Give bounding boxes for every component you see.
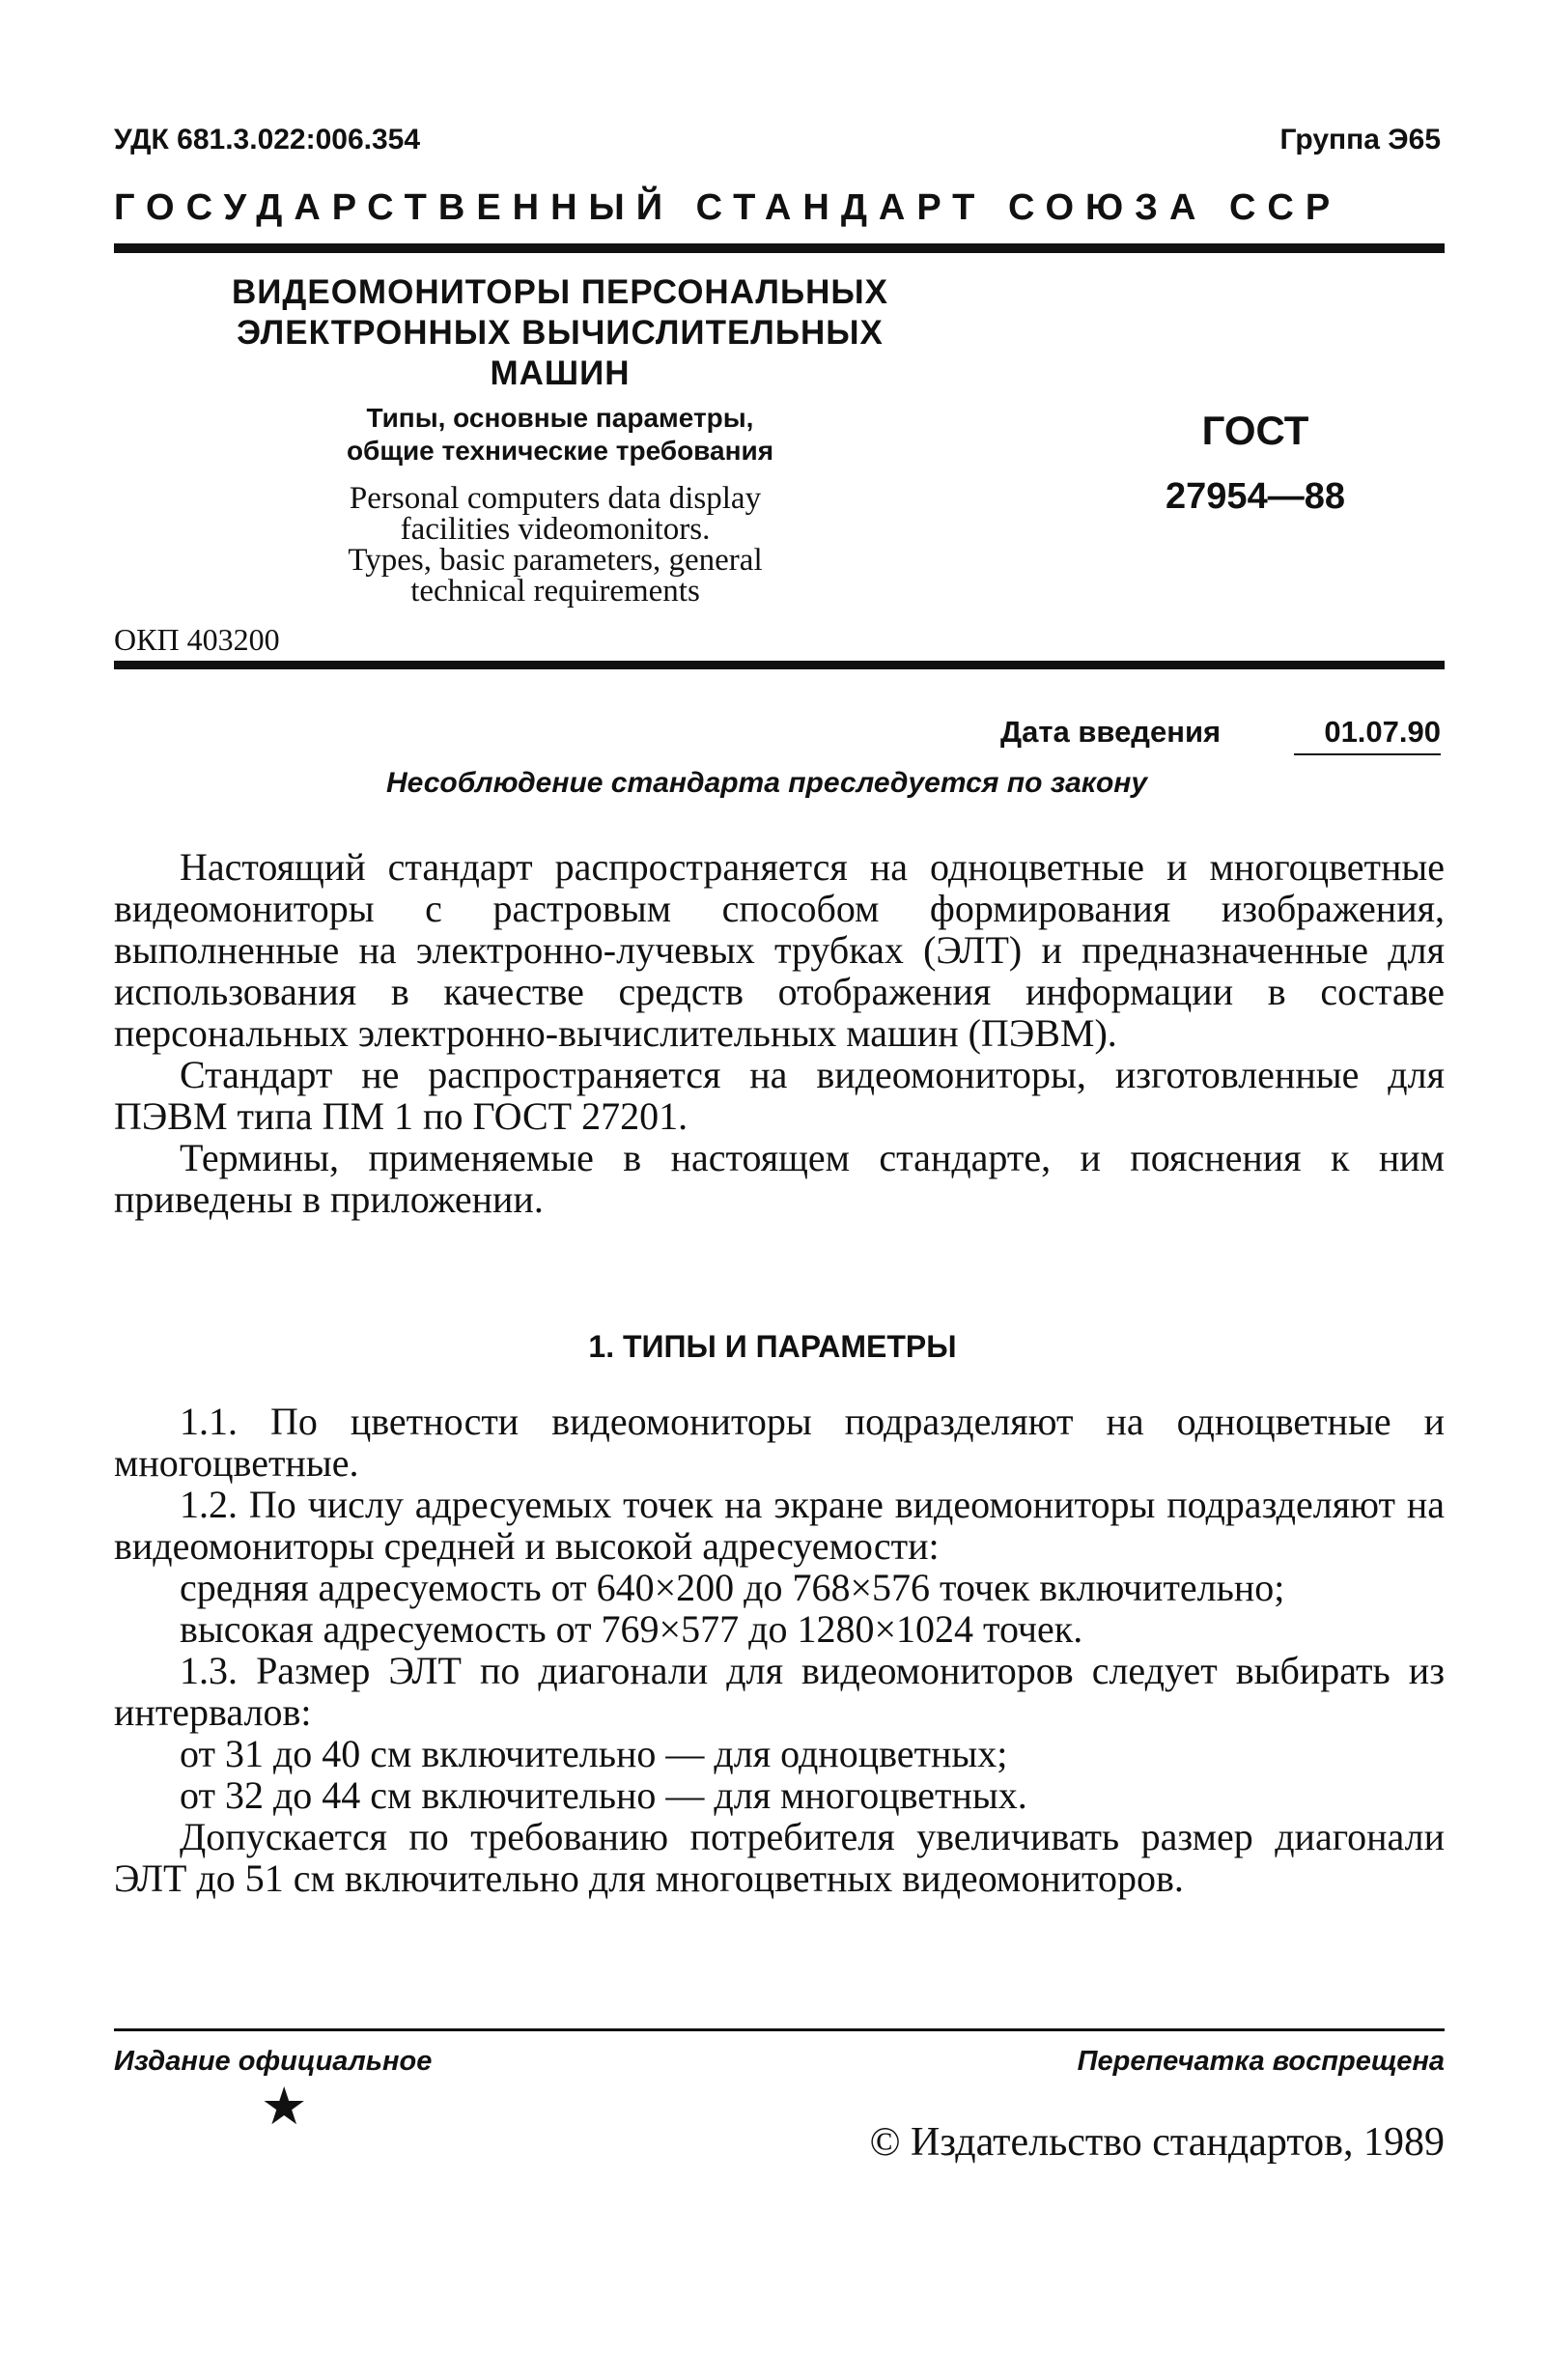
title-rule xyxy=(114,661,1445,669)
state-standard-heading: ГОСУДАРСТВЕННЫЙ СТАНДАРТ СОЮЗА ССР xyxy=(114,187,1342,228)
star-icon: ★ xyxy=(261,2078,308,2136)
gost-number: 27954—88 xyxy=(1166,476,1345,517)
english-title-line-2: facilities videomonitors. xyxy=(400,512,711,547)
law-notice: Несоблюдение стандарта преследуется по закону xyxy=(386,767,1148,799)
subtitle-line-1: Типы, основные параметры, xyxy=(366,403,754,433)
english-title-line-4: technical requirements xyxy=(410,574,700,609)
header-rule xyxy=(114,243,1445,253)
group-code: Группа Э65 xyxy=(1279,124,1441,156)
title-line-2: ЭЛЕКТРОННЫХ ВЫЧИСЛИТЕЛЬНЫХ xyxy=(237,314,884,352)
date-value: 01.07.90 xyxy=(1294,715,1441,755)
english-title-line-3: Types, basic parameters, general xyxy=(348,543,763,578)
document-title xyxy=(232,272,888,468)
intro-paragraph-1: Настоящий стандарт распространяется на одноцветные и многоцветные видеомониторы с растровым способом формирования изображения, выполненные на электронно-лучевых трубках (ЭЛТ) и предназначенные для использования в качестве средств отображения информации в составе персональных электронно-вычислительных машин (ПЭВМ). xyxy=(114,845,1445,1055)
reprint-prohibited: Перепечатка воспрещена xyxy=(1077,2046,1445,2077)
clause-1-2-high: высокая адресуемость от 769×577 до 1280×1024 точек. xyxy=(180,1607,1083,1651)
clause-1-2-medium: средняя адресуемость от 640×200 до 768×576 точек включительно; xyxy=(180,1566,1285,1609)
okp-code: ОКП 403200 xyxy=(114,622,280,657)
subtitle-line-2: общие технические требования xyxy=(346,436,774,466)
english-title xyxy=(246,483,864,607)
clause-1-3: 1.3. Размер ЭЛТ по диагонали для видеомониторов следует выбирать из интервалов: xyxy=(114,1649,1445,1734)
intro-text xyxy=(114,846,1445,1220)
clause-1-3-allowance: Допускается по требованию потребителя увеличивать размер диагонали ЭЛТ до 51 см включительно для многоцветных видеомониторов. xyxy=(114,1815,1445,1900)
section-1-title: 1. ТИПЫ И ПАРАМЕТРЫ xyxy=(588,1329,957,1364)
intro-paragraph-2: Стандарт не распространяется на видеомониторы, изготовленные для ПЭВМ типа ПМ 1 по ГОСТ 27201. xyxy=(114,1053,1445,1138)
clause-1-1: 1.1. По цветности видеомониторы подразделяют на одноцветные и многоцветные. xyxy=(114,1400,1445,1485)
clause-1-2: 1.2. По числу адресуемых точек на экране видеомониторы подразделяют на видеомониторы средней и высокой адресуемости: xyxy=(114,1483,1445,1568)
title-line-1: ВИДЕОМОНИТОРЫ ПЕРСОНАЛЬНЫХ xyxy=(232,273,888,311)
section-1-text xyxy=(114,1401,1445,1899)
title-line-3: МАШИН xyxy=(490,354,631,392)
english-title-line-1: Personal computers data display xyxy=(349,481,762,516)
gost-label: ГОСТ xyxy=(1201,408,1309,453)
official-edition: Издание официальное xyxy=(114,2046,433,2077)
clause-1-3-color: от 32 до 44 см включительно — для многоцветных. xyxy=(180,1773,1027,1817)
header-top xyxy=(114,124,1441,162)
udk-code: УДК 681.3.022:006.354 xyxy=(114,124,421,156)
footer-rule xyxy=(114,2028,1445,2031)
date-label: Дата введения xyxy=(1000,715,1222,749)
publisher-copyright: © Издательство стандартов, 1989 xyxy=(869,2120,1445,2165)
clause-1-3-mono: от 31 до 40 см включительно — для одноцветных; xyxy=(180,1732,1008,1775)
intro-paragraph-3: Термины, применяемые в настоящем стандарте, и пояснения к ним приведены в приложении. xyxy=(114,1136,1445,1221)
gost-designation xyxy=(1110,404,1400,522)
